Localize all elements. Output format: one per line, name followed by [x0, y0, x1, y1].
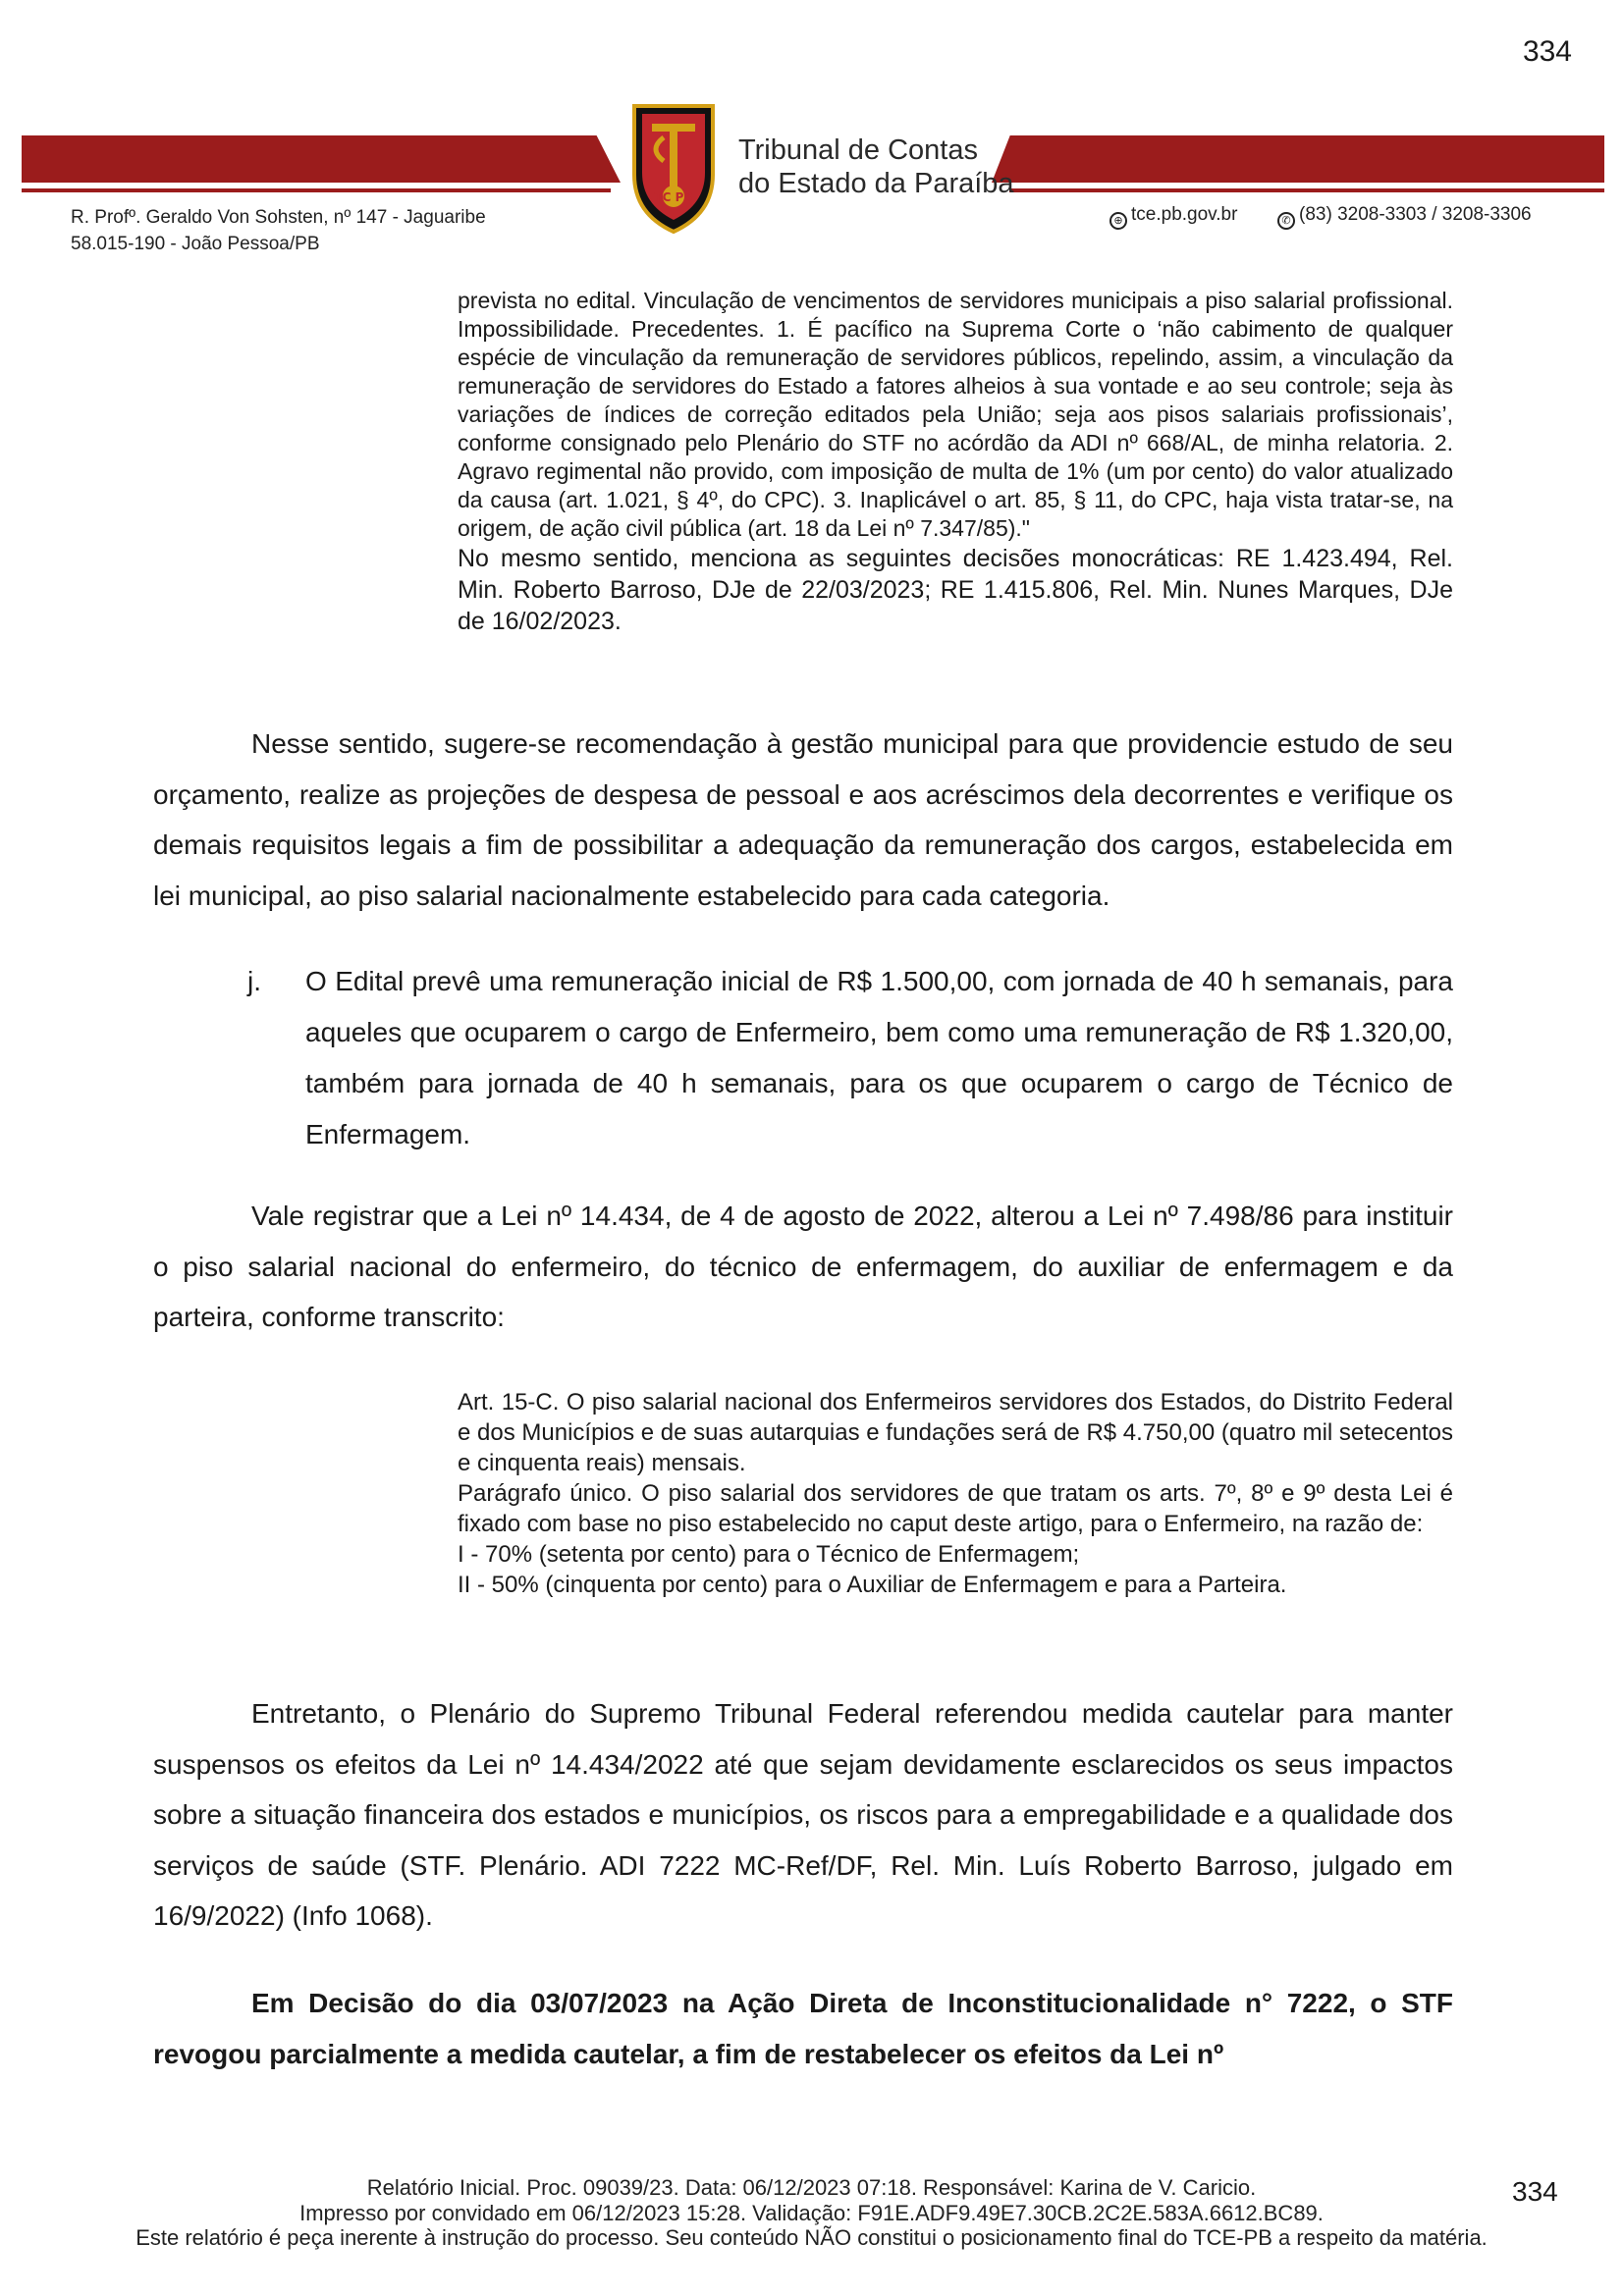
phone: (83) 3208-3303 / 3208-3306: [1299, 204, 1532, 225]
quote-2-inciso-2: II - 50% (cinquenta por cento) para o Auxiliar de Enfermagem e para a Parteira.: [458, 1572, 1287, 1598]
paragraph-4-text: Em Decisão do dia 03/07/2023 na Ação Direta de Inconstitucionalidade n° 7222, o STF revogou parcialmente a medida cautelar, a fim de restabelecer os efeitos da Lei nº: [153, 1988, 1453, 2069]
seal-logo: [628, 98, 719, 236]
address-line2: 58.015-190 - João Pessoa/PB: [71, 234, 320, 254]
header-band-right: [992, 135, 1604, 183]
paragraph-3: [153, 1688, 1453, 1942]
whatsapp-icon: ✆: [1277, 212, 1295, 230]
footer-line-1: Relatório Inicial. Proc. 09039/23. Data: 06/12/2023 07:18. Responsável: Karina de V. Caricio.: [366, 2175, 1257, 2200]
page-number-bottom: 334: [1512, 2176, 1558, 2207]
quote-2-paragrafo: Parágrafo único. O piso salarial dos servidores de que tratam os arts. 7º, 8º e 9º desta Lei é fixado com base no piso estabelecido no caput deste artigo, para o Enfermeiro, na razão de:: [458, 1480, 1453, 1537]
footer-line-3: Este relatório é peça inerente à instrução do processo. Seu conteúdo NÃO constitui o posicionamento final do TCE-PB a respeito da matéria.: [135, 2225, 1488, 2250]
paragraph-1: [153, 719, 1453, 921]
paragraph-2-text: Vale registrar que a Lei nº 14.434, de 4 de agosto de 2022, alterou a Lei nº 7.498/86 para instituir o piso salarial nacional do enfermeiro, do técnico de enfermagem, do auxiliar de enfermagem e da parteira, conforme transcrito:: [153, 1201, 1453, 1332]
header-band-left-line: [22, 188, 611, 192]
contacts: [1109, 204, 1532, 230]
organization-name: [738, 133, 1014, 200]
quote-1-text-2: No mesmo sentido, menciona as seguintes decisões monocráticas: RE 1.423.494, Rel. Min. Roberto Barroso, DJe de 22/03/2023; RE 1.415.806, Rel. Min. Nunes Marques, DJe de 16/02/2023.: [458, 545, 1453, 635]
website[interactable]: tce.pb.gov.br: [1131, 204, 1238, 225]
paragraph-2: [153, 1191, 1453, 1343]
list-item-marker: j.: [247, 966, 261, 996]
quote-1-text: prevista no edital. Vinculação de vencimentos de servidores municipais a piso salarial profissional. Impossibilidade. Precedentes. 1. É pacífico na Suprema Corte o ‘não cabimento de qualquer espécie de vinculação da remuneração de servidores públicos, repelindo, assim, a vinculação da remuneração de servidores do Estado a fatores alheios à sua vontade e ao seu controle; seja às variações de índices de correção editados pela União; seja aos pisos salariais profissionais’, conforme consignado pelo Plenário do STF no acórdão da ADI nº 668/AL, de minha relatoria. 2. Agravo regimental não provido, com imposição de multa de 1% (um por cento) do valor atualizado da causa (art. 1.021, § 4º, do CPC). 3. Inaplicável o art. 85, § 11, do CPC, haja vista tratar-se, na origem, de ação civil pública (art. 18 da Lei nº 7.347/85).": [458, 288, 1453, 541]
paragraph-1-text: Nesse sentido, sugere-se recomendação à gestão municipal para que providencie estudo de seu orçamento, realize as projeções de despesa de pessoal e aos acréscimos dela decorrentes e verifique os demais requisitos legais a fim de possibilitar a adequação da remuneração dos cargos, estabelecida em lei municipal, ao piso salarial nacionalmente estabelecido para cada categoria.: [153, 728, 1453, 911]
header-band-right-line: [1009, 188, 1604, 192]
quote-2-art: Art. 15-C. O piso salarial nacional dos Enfermeiros servidores dos Estados, do Distrito Federal e dos Municípios e de suas autarquias e fundações será de R$ 4.750,00 (quatro mil setecentos e cinquenta reais) mensais.: [458, 1389, 1453, 1476]
header-band-left: [22, 135, 621, 183]
web-icon: ⊕: [1109, 212, 1127, 230]
organization-name-line1: Tribunal de Contas: [738, 134, 978, 166]
list-item-j: [247, 956, 1453, 1160]
address-line1: R. Profº. Geraldo Von Sohsten, nº 147 - Jaguaribe: [71, 207, 486, 228]
organization-name-line2: do Estado da Paraíba: [738, 168, 1014, 199]
footer-line-2: Impresso por convidado em 06/12/2023 15:28. Validação: F91E.ADF9.49E7.30CB.2C2E.583A.6612.BC89.: [299, 2201, 1324, 2225]
quote-2-inciso-1: I - 70% (setenta por cento) para o Técnico de Enfermagem;: [458, 1541, 1080, 1568]
list-item-text: O Edital prevê uma remuneração inicial de R$ 1.500,00, com jornada de 40 h semanais, para aqueles que ocuparem o cargo de Enfermeiro, bem como uma remuneração de R$ 1.320,00, também para jornada de 40 h semanais, para os que ocuparem o cargo de Técnico de Enfermagem.: [305, 966, 1453, 1149]
paragraph-3-text: Entretanto, o Plenário do Supremo Tribunal Federal referendou medida cautelar para manter suspensos os efeitos da Lei nº 14.434/2022 até que sejam devidamente esclarecidos os seus impactos sobre a situação financeira dos estados e municípios, os riscos para a empregabilidade e a qualidade dos serviços de saúde (STF. Plenário. ADI 7222 MC-Ref/DF, Rel. Min. Luís Roberto Barroso, julgado em 16/9/2022) (Info 1068).: [153, 1698, 1453, 1931]
paragraph-4: [153, 1978, 1453, 2079]
quote-block-1: [458, 287, 1453, 637]
seal-text: TC PB: [654, 190, 693, 204]
quote-block-2: [458, 1387, 1453, 1600]
page-number-top: 334: [1522, 35, 1572, 68]
address: [71, 204, 486, 257]
